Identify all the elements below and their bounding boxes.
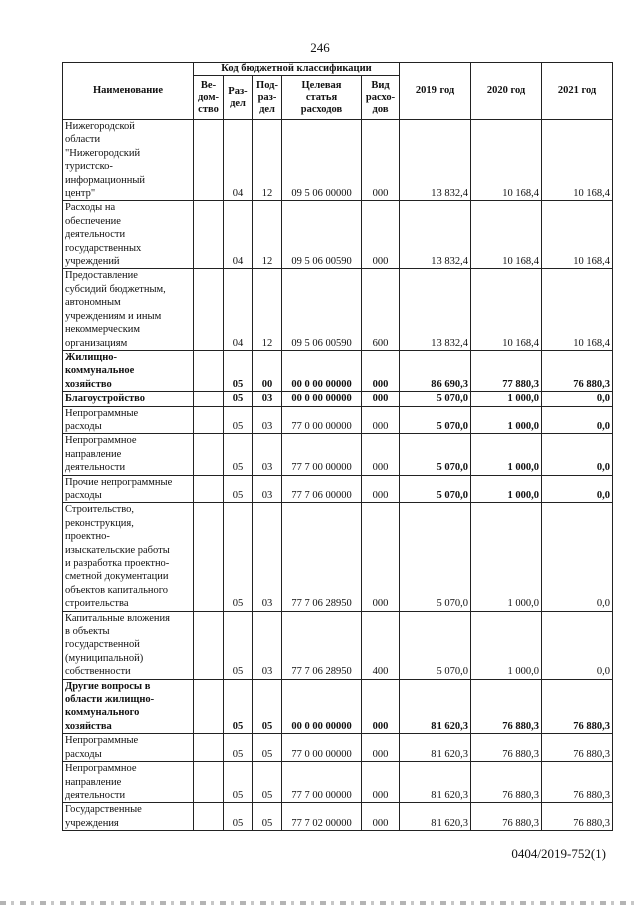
row-razdel: 05 bbox=[224, 503, 253, 611]
row-vid: 000 bbox=[362, 762, 400, 803]
row-name: Расходы на обеспечение деятельности государственных учреждений bbox=[63, 201, 194, 269]
row-name: Предоставление субсидий бюджетным, автономным учреждениям и иным некоммерческим организациям bbox=[63, 269, 194, 350]
row-name: Непрограммные расходы bbox=[63, 734, 194, 762]
row-2020: 1 000,0 bbox=[471, 406, 542, 434]
row-2020: 10 168,4 bbox=[471, 201, 542, 269]
table-row bbox=[63, 762, 613, 803]
row-2019: 5 070,0 bbox=[400, 406, 471, 434]
row-2020: 10 168,4 bbox=[471, 269, 542, 350]
row-razdel: 05 bbox=[224, 434, 253, 475]
row-2021: 0,0 bbox=[542, 434, 613, 475]
row-2019: 81 620,3 bbox=[400, 679, 471, 734]
row-target: 77 7 06 28950 bbox=[282, 611, 362, 679]
row-target: 09 5 06 00590 bbox=[282, 269, 362, 350]
row-2019: 13 832,4 bbox=[400, 269, 471, 350]
row-razdel: 04 bbox=[224, 201, 253, 269]
row-2021: 0,0 bbox=[542, 475, 613, 503]
row-2021: 76 880,3 bbox=[542, 679, 613, 734]
row-podrazdel: 03 bbox=[253, 392, 282, 406]
row-2020: 10 168,4 bbox=[471, 120, 542, 201]
row-razdel: 05 bbox=[224, 611, 253, 679]
scan-edge-artifact bbox=[0, 901, 640, 905]
row-vedomstvo bbox=[194, 803, 224, 831]
row-podrazdel: 03 bbox=[253, 503, 282, 611]
row-vedomstvo bbox=[194, 503, 224, 611]
row-2021: 76 880,3 bbox=[542, 762, 613, 803]
row-razdel: 05 bbox=[224, 762, 253, 803]
row-2020: 77 880,3 bbox=[471, 350, 542, 391]
row-2020: 1 000,0 bbox=[471, 503, 542, 611]
row-vid: 000 bbox=[362, 475, 400, 503]
row-2021: 10 168,4 bbox=[542, 120, 613, 201]
table-row bbox=[63, 392, 613, 406]
row-target: 77 7 00 00000 bbox=[282, 762, 362, 803]
row-target: 00 0 00 00000 bbox=[282, 392, 362, 406]
table-row bbox=[63, 679, 613, 734]
row-target: 77 7 06 00000 bbox=[282, 475, 362, 503]
row-name: Капитальные вложения в объекты государственной (муниципальной) собственности bbox=[63, 611, 194, 679]
header-2020: 2020 год bbox=[471, 63, 542, 120]
row-target: 77 7 00 00000 bbox=[282, 434, 362, 475]
row-2021: 0,0 bbox=[542, 611, 613, 679]
row-podrazdel: 03 bbox=[253, 611, 282, 679]
row-target: 77 7 02 00000 bbox=[282, 803, 362, 831]
row-vedomstvo bbox=[194, 475, 224, 503]
row-2019: 5 070,0 bbox=[400, 475, 471, 503]
row-vedomstvo bbox=[194, 201, 224, 269]
table-row bbox=[63, 201, 613, 269]
header-podrazdel: Под- раз- дел bbox=[253, 76, 282, 120]
row-razdel: 05 bbox=[224, 475, 253, 503]
row-name: Прочие непрограммные расходы bbox=[63, 475, 194, 503]
row-name: Непрограммные расходы bbox=[63, 406, 194, 434]
table-row bbox=[63, 120, 613, 201]
row-2020: 76 880,3 bbox=[471, 803, 542, 831]
budget-table bbox=[62, 62, 613, 831]
table-row bbox=[63, 406, 613, 434]
row-vedomstvo bbox=[194, 762, 224, 803]
row-2019: 13 832,4 bbox=[400, 201, 471, 269]
row-podrazdel: 12 bbox=[253, 201, 282, 269]
row-2021: 10 168,4 bbox=[542, 269, 613, 350]
table-row bbox=[63, 503, 613, 611]
row-target: 77 7 06 28950 bbox=[282, 503, 362, 611]
row-name: Другие вопросы в области жилищно- коммунального хозяйства bbox=[63, 679, 194, 734]
row-target: 77 0 00 00000 bbox=[282, 406, 362, 434]
row-name: Государственные учреждения bbox=[63, 803, 194, 831]
row-2020: 76 880,3 bbox=[471, 762, 542, 803]
row-razdel: 05 bbox=[224, 734, 253, 762]
row-vid: 400 bbox=[362, 611, 400, 679]
row-podrazdel: 05 bbox=[253, 803, 282, 831]
row-target: 09 5 06 00000 bbox=[282, 120, 362, 201]
row-2019: 81 620,3 bbox=[400, 734, 471, 762]
row-name: Благоустройство bbox=[63, 392, 194, 406]
row-name: Непрограммное направление деятельности bbox=[63, 434, 194, 475]
row-2019: 5 070,0 bbox=[400, 611, 471, 679]
row-vid: 000 bbox=[362, 350, 400, 391]
row-vedomstvo bbox=[194, 392, 224, 406]
row-vid: 000 bbox=[362, 734, 400, 762]
document-code: 0404/2019-752(1) bbox=[511, 846, 606, 861]
row-vid: 000 bbox=[362, 803, 400, 831]
row-2019: 5 070,0 bbox=[400, 392, 471, 406]
row-2021: 76 880,3 bbox=[542, 350, 613, 391]
row-2020: 1 000,0 bbox=[471, 434, 542, 475]
row-razdel: 04 bbox=[224, 269, 253, 350]
row-podrazdel: 03 bbox=[253, 475, 282, 503]
row-target: 00 0 00 00000 bbox=[282, 350, 362, 391]
row-vid: 000 bbox=[362, 406, 400, 434]
row-name: Непрограммное направление деятельности bbox=[63, 762, 194, 803]
row-vid: 000 bbox=[362, 201, 400, 269]
row-vedomstvo bbox=[194, 406, 224, 434]
table-row bbox=[63, 475, 613, 503]
row-podrazdel: 12 bbox=[253, 120, 282, 201]
row-vedomstvo bbox=[194, 734, 224, 762]
header-vid: Вид расхо- дов bbox=[362, 76, 400, 120]
row-podrazdel: 03 bbox=[253, 406, 282, 434]
header-razdel: Раз- дел bbox=[224, 76, 253, 120]
row-2021: 0,0 bbox=[542, 392, 613, 406]
row-2021: 0,0 bbox=[542, 503, 613, 611]
row-podrazdel: 00 bbox=[253, 350, 282, 391]
row-target: 77 0 00 00000 bbox=[282, 734, 362, 762]
row-podrazdel: 05 bbox=[253, 734, 282, 762]
row-2019: 5 070,0 bbox=[400, 434, 471, 475]
row-name: Строительство, реконструкция, проектно- изыскательские работы и разработка проектно- сметной документации объектов капитального строительства bbox=[63, 503, 194, 611]
page-number: 246 bbox=[310, 40, 330, 55]
row-vedomstvo bbox=[194, 269, 224, 350]
table-row bbox=[63, 734, 613, 762]
row-vedomstvo bbox=[194, 434, 224, 475]
row-2020: 76 880,3 bbox=[471, 734, 542, 762]
row-razdel: 04 bbox=[224, 120, 253, 201]
row-vedomstvo bbox=[194, 611, 224, 679]
table-row bbox=[63, 803, 613, 831]
row-2019: 86 690,3 bbox=[400, 350, 471, 391]
row-2020: 76 880,3 bbox=[471, 679, 542, 734]
row-vid: 000 bbox=[362, 392, 400, 406]
table-row bbox=[63, 611, 613, 679]
row-2021: 10 168,4 bbox=[542, 201, 613, 269]
row-2020: 1 000,0 bbox=[471, 611, 542, 679]
row-vid: 000 bbox=[362, 120, 400, 201]
header-vedomstvo: Ве- дом- ство bbox=[194, 76, 224, 120]
row-name: Нижегородской области "Нижегородский туристско- информационный центр" bbox=[63, 120, 194, 201]
row-vedomstvo bbox=[194, 120, 224, 201]
header-code-group: Код бюджетной классификации bbox=[194, 63, 400, 76]
row-2019: 81 620,3 bbox=[400, 762, 471, 803]
row-name: Жилищно- коммунальное хозяйство bbox=[63, 350, 194, 391]
table-row bbox=[63, 350, 613, 391]
table-row bbox=[63, 434, 613, 475]
row-podrazdel: 05 bbox=[253, 762, 282, 803]
row-vid: 000 bbox=[362, 434, 400, 475]
row-razdel: 05 bbox=[224, 406, 253, 434]
row-2020: 1 000,0 bbox=[471, 392, 542, 406]
row-2019: 5 070,0 bbox=[400, 503, 471, 611]
row-vid: 000 bbox=[362, 503, 400, 611]
row-podrazdel: 05 bbox=[253, 679, 282, 734]
row-target: 00 0 00 00000 bbox=[282, 679, 362, 734]
row-razdel: 05 bbox=[224, 392, 253, 406]
header-2019: 2019 год bbox=[400, 63, 471, 120]
row-podrazdel: 03 bbox=[253, 434, 282, 475]
row-2021: 76 880,3 bbox=[542, 803, 613, 831]
header-target: Целевая статья расходов bbox=[282, 76, 362, 120]
row-vedomstvo bbox=[194, 350, 224, 391]
row-2019: 81 620,3 bbox=[400, 803, 471, 831]
row-vid: 600 bbox=[362, 269, 400, 350]
row-vedomstvo bbox=[194, 679, 224, 734]
row-razdel: 05 bbox=[224, 803, 253, 831]
row-razdel: 05 bbox=[224, 350, 253, 391]
table-row bbox=[63, 269, 613, 350]
row-vid: 000 bbox=[362, 679, 400, 734]
row-podrazdel: 12 bbox=[253, 269, 282, 350]
row-2021: 76 880,3 bbox=[542, 734, 613, 762]
row-2019: 13 832,4 bbox=[400, 120, 471, 201]
header-name: Наименование bbox=[63, 63, 194, 120]
row-target: 09 5 06 00590 bbox=[282, 201, 362, 269]
row-2020: 1 000,0 bbox=[471, 475, 542, 503]
row-2021: 0,0 bbox=[542, 406, 613, 434]
header-2021: 2021 год bbox=[542, 63, 613, 120]
row-razdel: 05 bbox=[224, 679, 253, 734]
